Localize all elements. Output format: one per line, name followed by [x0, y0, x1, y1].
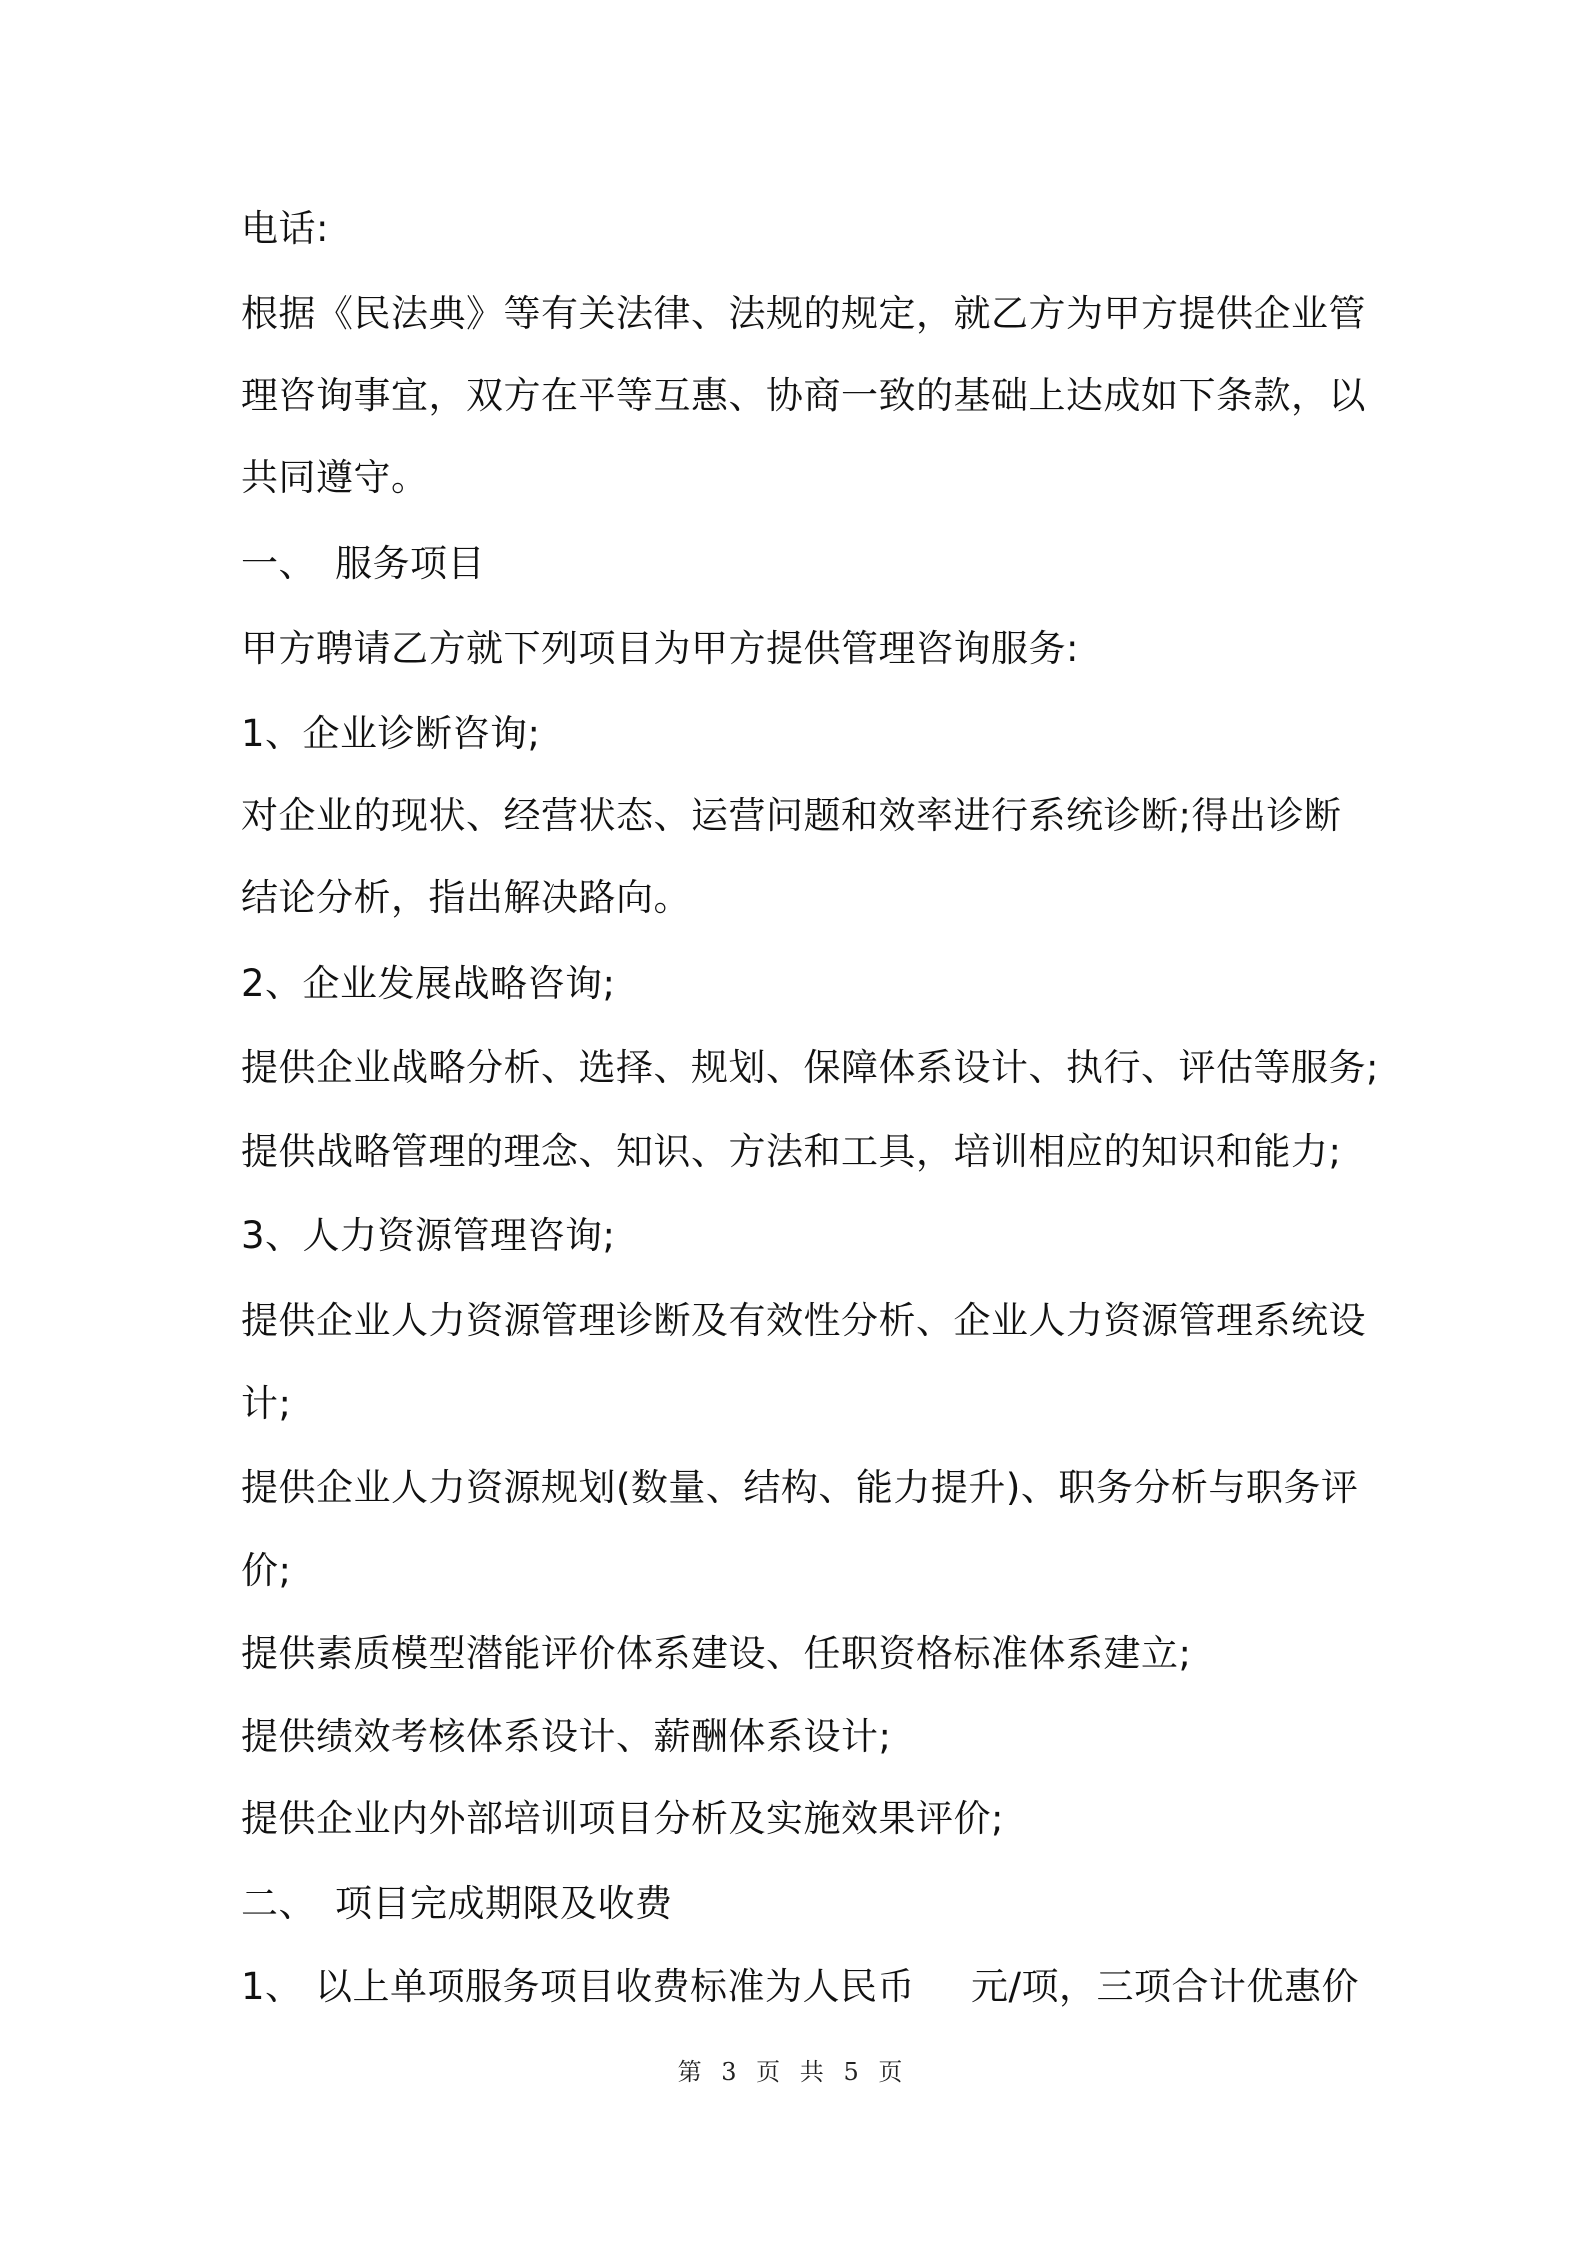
section-1-intro: 甲方聘请乙方就下列项目为甲方提供管理咨询服务: — [241, 627, 1079, 670]
phone-label: 电话: — [241, 207, 329, 250]
item-1-line-1: 对企业的现状、经营状态、运营问题和效率进行系统诊断;得出诊断 — [241, 794, 1342, 837]
item-3-line-5: 提供素质模型潜能评价体系建设、任职资格标准体系建立; — [241, 1632, 1192, 1675]
section-1-number: 一、 — [241, 542, 316, 585]
item-3-line-2: 计; — [241, 1382, 292, 1425]
section-1-heading — [241, 540, 1361, 588]
section-1-title: 服务项目 — [335, 542, 485, 585]
fee-item-number: 1、 — [241, 1965, 303, 2008]
item-3-title: 3、人力资源管理咨询; — [241, 1214, 616, 1257]
item-1-title: 1、企业诊断咨询; — [241, 712, 541, 755]
item-3-line-7: 提供企业内外部培训项目分析及实施效果评价; — [241, 1797, 1004, 1840]
preamble-line-3: 共同遵守。 — [241, 456, 429, 499]
preamble-line-1: 根据《民法典》等有关法律、法规的规定，就乙方为甲方提供企业管 — [241, 292, 1366, 335]
item-2-title: 2、企业发展战略咨询; — [241, 962, 616, 1005]
section-2-heading — [241, 1880, 1361, 1928]
item-1-line-2: 结论分析，指出解决路向。 — [241, 876, 691, 919]
fee-text-before: 以上单项服务项目收费标准为人民币 — [315, 1965, 915, 2008]
item-2-line-2: 提供战略管理的理念、知识、方法和工具，培训相应的知识和能力; — [241, 1130, 1342, 1173]
item-3-line-4: 价; — [241, 1549, 292, 1592]
item-3-line-6: 提供绩效考核体系设计、薪酬体系设计; — [241, 1715, 892, 1758]
preamble-line-2: 理咨询事宜，双方在平等互惠、协商一致的基础上达成如下条款，以 — [241, 374, 1366, 417]
section-2-title: 项目完成期限及收费 — [335, 1882, 673, 1925]
fee-text-after: 元/项，三项合计优惠价 — [971, 1965, 1359, 2008]
item-3-line-1: 提供企业人力资源管理诊断及有效性分析、企业人力资源管理系统设 — [241, 1299, 1366, 1342]
page-number-footer: 第 3 页 共 5 页 — [677, 2058, 909, 2086]
section-2-number: 二、 — [241, 1882, 316, 1925]
fee-line — [241, 1963, 1361, 2011]
item-3-line-3: 提供企业人力资源规划(数量、结构、能力提升)、职务分析与职务评 — [241, 1466, 1359, 1509]
item-2-line-1: 提供企业战略分析、选择、规划、保障体系设计、执行、评估等服务; — [241, 1046, 1379, 1089]
